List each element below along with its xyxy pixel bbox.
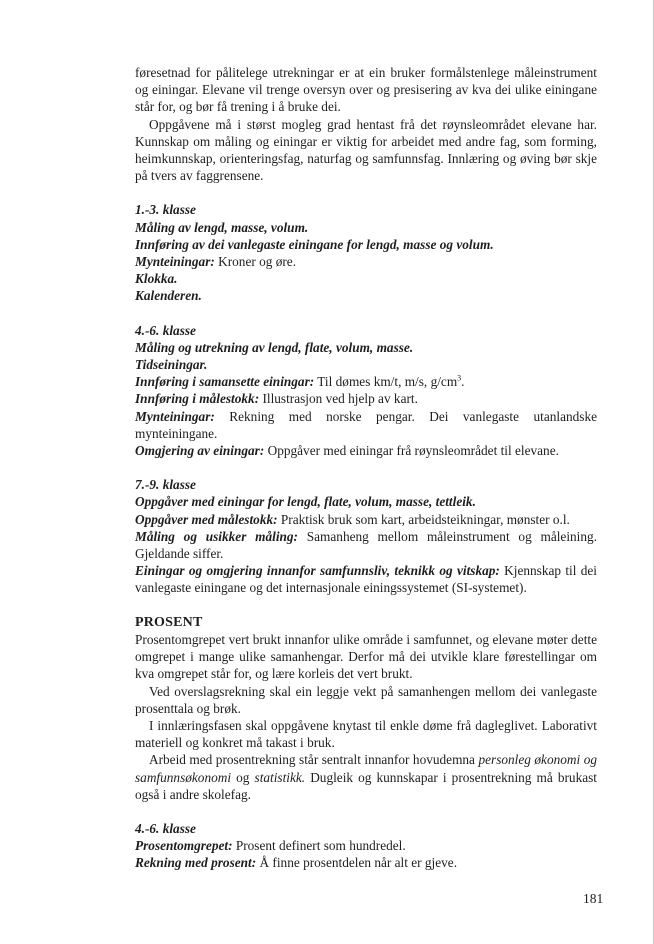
topic-line: Måling og utrekning av lengd, flate, volum, masse. bbox=[135, 339, 414, 355]
topic-label: Oppgåver med målestokk: bbox=[135, 511, 278, 527]
topic-line bbox=[135, 390, 597, 407]
intro-paragraph-2: Oppgåvene må i størst mogleg grad hentast frå det røynsleområdet elevane har. Kunnskap om måling og einingar er viktig for arbeidet med andre fag, som forming, heimkunnskap, orienteringsfag, naturfag og samfunnsfag. Innlæring og øving bør skje på tvers av faggrensene. bbox=[135, 116, 597, 184]
topic-line bbox=[135, 253, 597, 270]
superscript: 3 bbox=[457, 373, 462, 383]
topic-label: Måling og usikker måling: bbox=[135, 528, 298, 544]
prosent-paragraph-4 bbox=[135, 751, 597, 803]
emphasis-text: personleg økonomi og samfunnsøkonomi bbox=[135, 752, 597, 785]
spacer bbox=[135, 305, 597, 322]
topic-line: Måling av lengd, masse, volum. bbox=[135, 219, 309, 235]
topic-line bbox=[135, 408, 597, 442]
topic-text: Samanheng mellom måleinstrument og måleining. Gjeldande siffer. bbox=[135, 528, 597, 562]
topic-line bbox=[135, 837, 597, 854]
text-run: Arbeid med prosentrekning står sentralt innanfor hovudemna bbox=[149, 752, 479, 768]
topic-text: Illustrasjon ved hjelp av kart. bbox=[262, 391, 418, 407]
topic-label: Einingar og omgjering innanfor samfunnsliv, teknikk og vitskap: bbox=[135, 563, 500, 579]
text-run: Dugleik og kunnskapar i prosentrekning må brukast også i andre skolefag. bbox=[135, 769, 597, 802]
section-heading-4-6-prosent: 4.-6. klasse bbox=[135, 820, 196, 836]
topic-text: Å finne prosentdelen når alt er gjeve. bbox=[259, 855, 458, 871]
topic-line: Kalenderen. bbox=[135, 288, 202, 304]
topic-line bbox=[135, 511, 597, 528]
section-heading-1-3: 1.-3. klasse bbox=[135, 202, 196, 218]
topic-text: Kjennskap til dei vanlegaste einingane og det internasjonale einingssystemet (SI-systemet). bbox=[135, 563, 597, 596]
topic-line bbox=[135, 562, 597, 596]
topic-text: Til dømes km/t, m/s, g/cm bbox=[317, 374, 458, 390]
topic-text-end: . bbox=[461, 374, 465, 390]
topic-label: Rekning med prosent: bbox=[135, 855, 257, 871]
section-heading-4-6: 4.-6. klasse bbox=[135, 322, 196, 338]
topic-label: Innføring i samansette einingar: bbox=[135, 374, 315, 390]
intro-paragraph-1: føresetnad for pålitelege utrekningar er at ein bruker formålstenlege måleinstrument og einingar. Elevane vil trenge oversyn over og presisering av kva dei ulike einingane står for, og bør få trening i å bruke dei. bbox=[135, 65, 597, 115]
spacer bbox=[135, 597, 597, 614]
topic-label: Mynteiningar: bbox=[135, 254, 215, 270]
topic-line: Innføring av dei vanlegaste einingane for lengd, masse og volum. bbox=[135, 236, 494, 252]
topic-label: Prosentomgrepet: bbox=[135, 838, 233, 854]
page-content bbox=[135, 64, 597, 872]
spacer bbox=[135, 459, 597, 476]
topic-line bbox=[135, 442, 597, 459]
topic-label: Mynteiningar: bbox=[135, 408, 215, 424]
spacer bbox=[135, 184, 597, 201]
topic-text: Oppgåver med einingar frå røynsleområdet til elevane. bbox=[267, 443, 559, 459]
topic-line: Tidseiningar. bbox=[135, 357, 208, 373]
topic-line: Klokka. bbox=[135, 271, 178, 287]
text-run: og bbox=[231, 769, 255, 785]
topic-line bbox=[135, 854, 597, 871]
spacer bbox=[135, 803, 597, 820]
topic-line bbox=[135, 373, 597, 390]
topic-text: Kroner og øre. bbox=[218, 254, 297, 270]
topic-text: Praktisk bruk som kart, arbeidsteikningar, mønster o.l. bbox=[280, 511, 570, 527]
section-heading-7-9: 7.-9. klasse bbox=[135, 477, 196, 493]
topic-text: Prosent definert som hundredel. bbox=[235, 838, 406, 854]
topic-line bbox=[135, 528, 597, 562]
topic-label: Omgjering av einingar: bbox=[135, 443, 265, 459]
prosent-paragraph-3: I innlæringsfasen skal oppgåvene knytast til enkle døme frå dagleglivet. Laborativt materiell og konkret må takast i bruk. bbox=[135, 717, 597, 751]
topic-label: Innføring i målestokk: bbox=[135, 391, 260, 407]
prosent-paragraph-1: Prosentomgrepet vert brukt innanfor ulike område i samfunnet, og elevane møter dette omgrepet i mange ulike samanhengar. Derfor må dei utvikle klare førestellingar om kva omgrepet står for, og lære korleis det vert brukt. bbox=[135, 631, 597, 682]
topic-line: Oppgåver med einingar for lengd, flate, volum, masse, tettleik. bbox=[135, 494, 476, 510]
topic-text: Rekning med norske pengar. Dei vanlegaste utanlandske mynteiningane. bbox=[135, 408, 597, 441]
section-title-prosent: PROSENT bbox=[135, 614, 203, 630]
page-number: 181 bbox=[583, 891, 604, 906]
prosent-paragraph-2: Ved overslagsrekning skal ein leggje vekt på samanhengen mellom dei vanlegaste prosenttala og brøk. bbox=[135, 683, 597, 716]
emphasis-text: statistikk. bbox=[254, 769, 306, 785]
